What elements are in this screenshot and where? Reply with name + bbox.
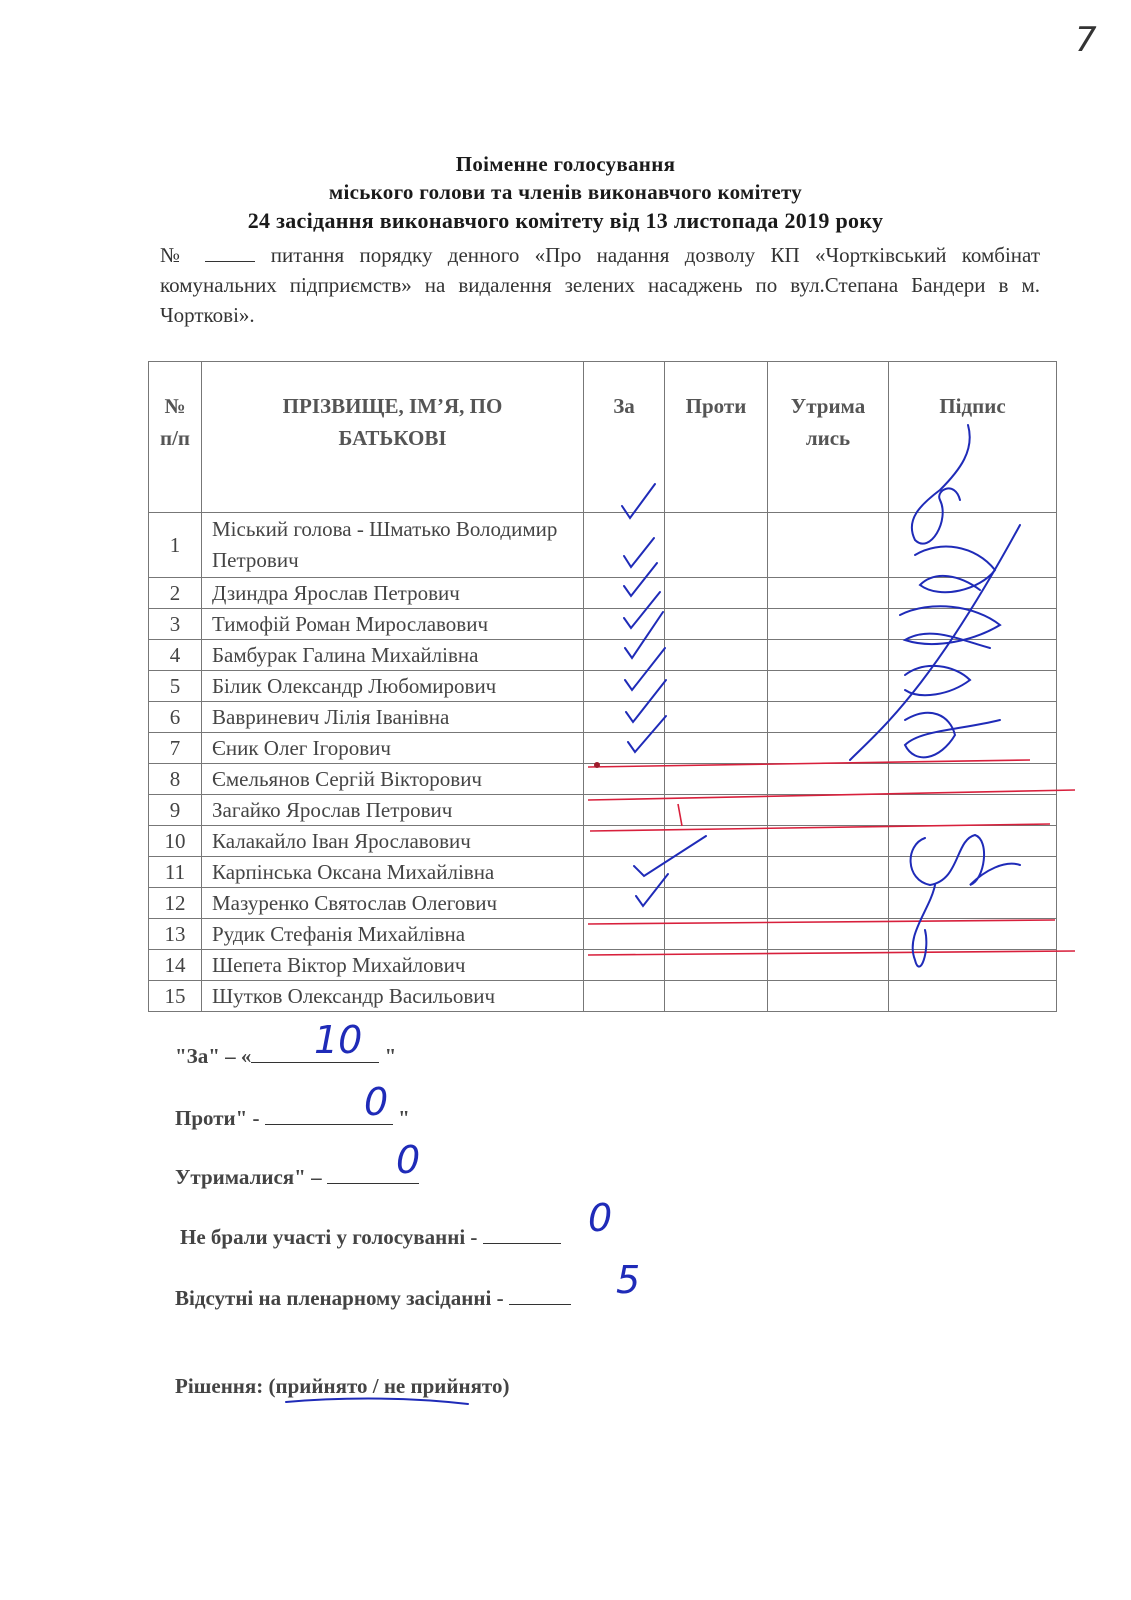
row-number: 5 [149, 671, 202, 702]
cell-against [665, 702, 768, 733]
cell-for [584, 826, 665, 857]
cell-for [584, 764, 665, 795]
summary-against-label: Проти" - [175, 1106, 260, 1130]
cell-for [584, 609, 665, 640]
cell-against [665, 795, 768, 826]
table-row [149, 919, 1057, 950]
summary-abstain-value: 0 [396, 1138, 421, 1182]
table-row [149, 609, 1057, 640]
cell-for [584, 950, 665, 981]
member-name: Рудик Стефанія Михайлівна [202, 919, 584, 950]
cell-signature [889, 578, 1057, 609]
agenda-number-prefix: № [160, 243, 191, 267]
table-row [149, 795, 1057, 826]
member-name: Загайко Ярослав Петрович [202, 795, 584, 826]
document-title: Поіменне голосування [455, 152, 676, 176]
cell-abstain [768, 888, 889, 919]
summary-for [175, 1042, 396, 1069]
member-name: Ємельянов Сергій Вікторович [202, 764, 584, 795]
cell-against [665, 733, 768, 764]
member-name: Шепета Віктор Михайлович [202, 950, 584, 981]
document-subtitle: міського голови та членів виконавчого комітету [328, 180, 803, 204]
cell-against [665, 609, 768, 640]
cell-abstain [768, 702, 889, 733]
voting-table [148, 361, 1057, 1012]
summary-against-value: 0 [364, 1080, 389, 1124]
col-header-against: Проти [665, 362, 768, 513]
cell-abstain [768, 764, 889, 795]
cell-signature [889, 609, 1057, 640]
table-row [149, 702, 1057, 733]
row-number: 9 [149, 795, 202, 826]
row-number: 12 [149, 888, 202, 919]
decision-options: (прийнято / не прийнято) [268, 1374, 510, 1398]
cell-signature [889, 640, 1057, 671]
table-row [149, 640, 1057, 671]
col-header-name: ПРІЗВИЩЕ, ІМ’Я, ПО БАТЬКОВІ [202, 362, 584, 513]
row-number: 8 [149, 764, 202, 795]
member-name: Калакайло Іван Ярославович [202, 826, 584, 857]
cell-abstain [768, 919, 889, 950]
cell-signature [889, 671, 1057, 702]
col-header-abstain: Утрима лись [768, 362, 889, 513]
cell-for [584, 888, 665, 919]
cell-against [665, 950, 768, 981]
col-header-num: № п/п [149, 362, 202, 513]
cell-for [584, 578, 665, 609]
decision-underline [286, 1399, 468, 1405]
decision-label: Рішення: [175, 1374, 264, 1398]
member-name: Міський голова - Шматько Володимир Петрович [202, 513, 584, 578]
table-row [149, 981, 1057, 1012]
member-name: Шутков Олександр Васильович [202, 981, 584, 1012]
row-number: 11 [149, 857, 202, 888]
cell-abstain [768, 950, 889, 981]
row-number: 7 [149, 733, 202, 764]
agenda-text: питання порядку денного «Про надання дозволу КП «Чортківський комбінат комунальних підприємств» на видалення зелених насаджень по вул.Степана Бандери в м. Чорткові». [160, 243, 1040, 327]
cell-abstain [768, 795, 889, 826]
meeting-info: 24 засідання виконавчого комітету від 13 листопада 2019 року [247, 208, 884, 233]
summary-not-voted [180, 1223, 561, 1250]
table-row [149, 578, 1057, 609]
cell-signature [889, 950, 1057, 981]
cell-signature [889, 764, 1057, 795]
summary-abstain [175, 1163, 419, 1190]
summary-absent [175, 1284, 571, 1311]
summary-for-close: " [384, 1044, 397, 1068]
row-number: 14 [149, 950, 202, 981]
member-name: Білик Олександр Любомирович [202, 671, 584, 702]
table-row [149, 826, 1057, 857]
member-name: Карпінська Оксана Михайлівна [202, 857, 584, 888]
cell-for [584, 513, 665, 578]
row-number: 4 [149, 640, 202, 671]
table-row [149, 888, 1057, 919]
cell-abstain [768, 981, 889, 1012]
cell-signature [889, 981, 1057, 1012]
table-header-row [149, 362, 1057, 513]
row-number: 2 [149, 578, 202, 609]
cell-against [665, 857, 768, 888]
member-name: Дзиндра Ярослав Петрович [202, 578, 584, 609]
summary-not-voted-line [483, 1223, 561, 1244]
cell-for [584, 733, 665, 764]
cell-abstain [768, 609, 889, 640]
cell-abstain [768, 640, 889, 671]
member-name: Бамбурак Галина Михайлівна [202, 640, 584, 671]
summary-absent-value: 5 [616, 1258, 641, 1302]
cell-abstain [768, 857, 889, 888]
member-name: Тимофій Роман Мирославович [202, 609, 584, 640]
member-name: Мазуренко Святослав Олегович [202, 888, 584, 919]
summary-for-label: "За" – « [175, 1044, 252, 1068]
table-row [149, 733, 1057, 764]
row-number: 13 [149, 919, 202, 950]
col-header-signature: Підпис [889, 362, 1057, 513]
summary-absent-label: Відсутні на пленарному засіданні - [175, 1286, 504, 1310]
cell-signature [889, 795, 1057, 826]
row-number: 10 [149, 826, 202, 857]
cell-against [665, 981, 768, 1012]
cell-for [584, 919, 665, 950]
cell-against [665, 888, 768, 919]
table-row [149, 671, 1057, 702]
cell-for [584, 981, 665, 1012]
summary-not-voted-value: 0 [588, 1196, 613, 1240]
row-number: 15 [149, 981, 202, 1012]
member-name: Єник Олег Ігорович [202, 733, 584, 764]
table-row [149, 513, 1057, 578]
summary-not-voted-label: Не брали участі у голосуванні - [180, 1225, 478, 1249]
summary-for-value: 10 [314, 1018, 363, 1062]
table-row [149, 764, 1057, 795]
cell-signature [889, 702, 1057, 733]
cell-against [665, 578, 768, 609]
cell-abstain [768, 513, 889, 578]
cell-signature [889, 513, 1057, 578]
cell-for [584, 671, 665, 702]
cell-against [665, 764, 768, 795]
cell-abstain [768, 826, 889, 857]
agenda-item [160, 240, 1040, 330]
cell-signature [889, 888, 1057, 919]
summary-absent-line [509, 1284, 571, 1305]
decision [175, 1374, 509, 1399]
summary-against-close: " [398, 1106, 410, 1130]
cell-for [584, 857, 665, 888]
table-row [149, 950, 1057, 981]
row-number: 6 [149, 702, 202, 733]
table-row [149, 857, 1057, 888]
cell-against [665, 513, 768, 578]
agenda-number-blank [205, 243, 255, 262]
page-number: 7 [1075, 20, 1097, 60]
cell-against [665, 640, 768, 671]
cell-for [584, 702, 665, 733]
member-name: Вавриневич Лілія Іванівна [202, 702, 584, 733]
col-header-for: За [584, 362, 665, 513]
cell-signature [889, 733, 1057, 764]
row-number: 3 [149, 609, 202, 640]
cell-abstain [768, 578, 889, 609]
cell-against [665, 671, 768, 702]
summary-abstain-label: Утрималися" – [175, 1165, 322, 1189]
cell-signature [889, 826, 1057, 857]
cell-against [665, 826, 768, 857]
cell-abstain [768, 733, 889, 764]
cell-against [665, 919, 768, 950]
cell-for [584, 795, 665, 826]
cell-for [584, 640, 665, 671]
cell-signature [889, 919, 1057, 950]
cell-abstain [768, 671, 889, 702]
row-number: 1 [149, 513, 202, 578]
cell-signature [889, 857, 1057, 888]
